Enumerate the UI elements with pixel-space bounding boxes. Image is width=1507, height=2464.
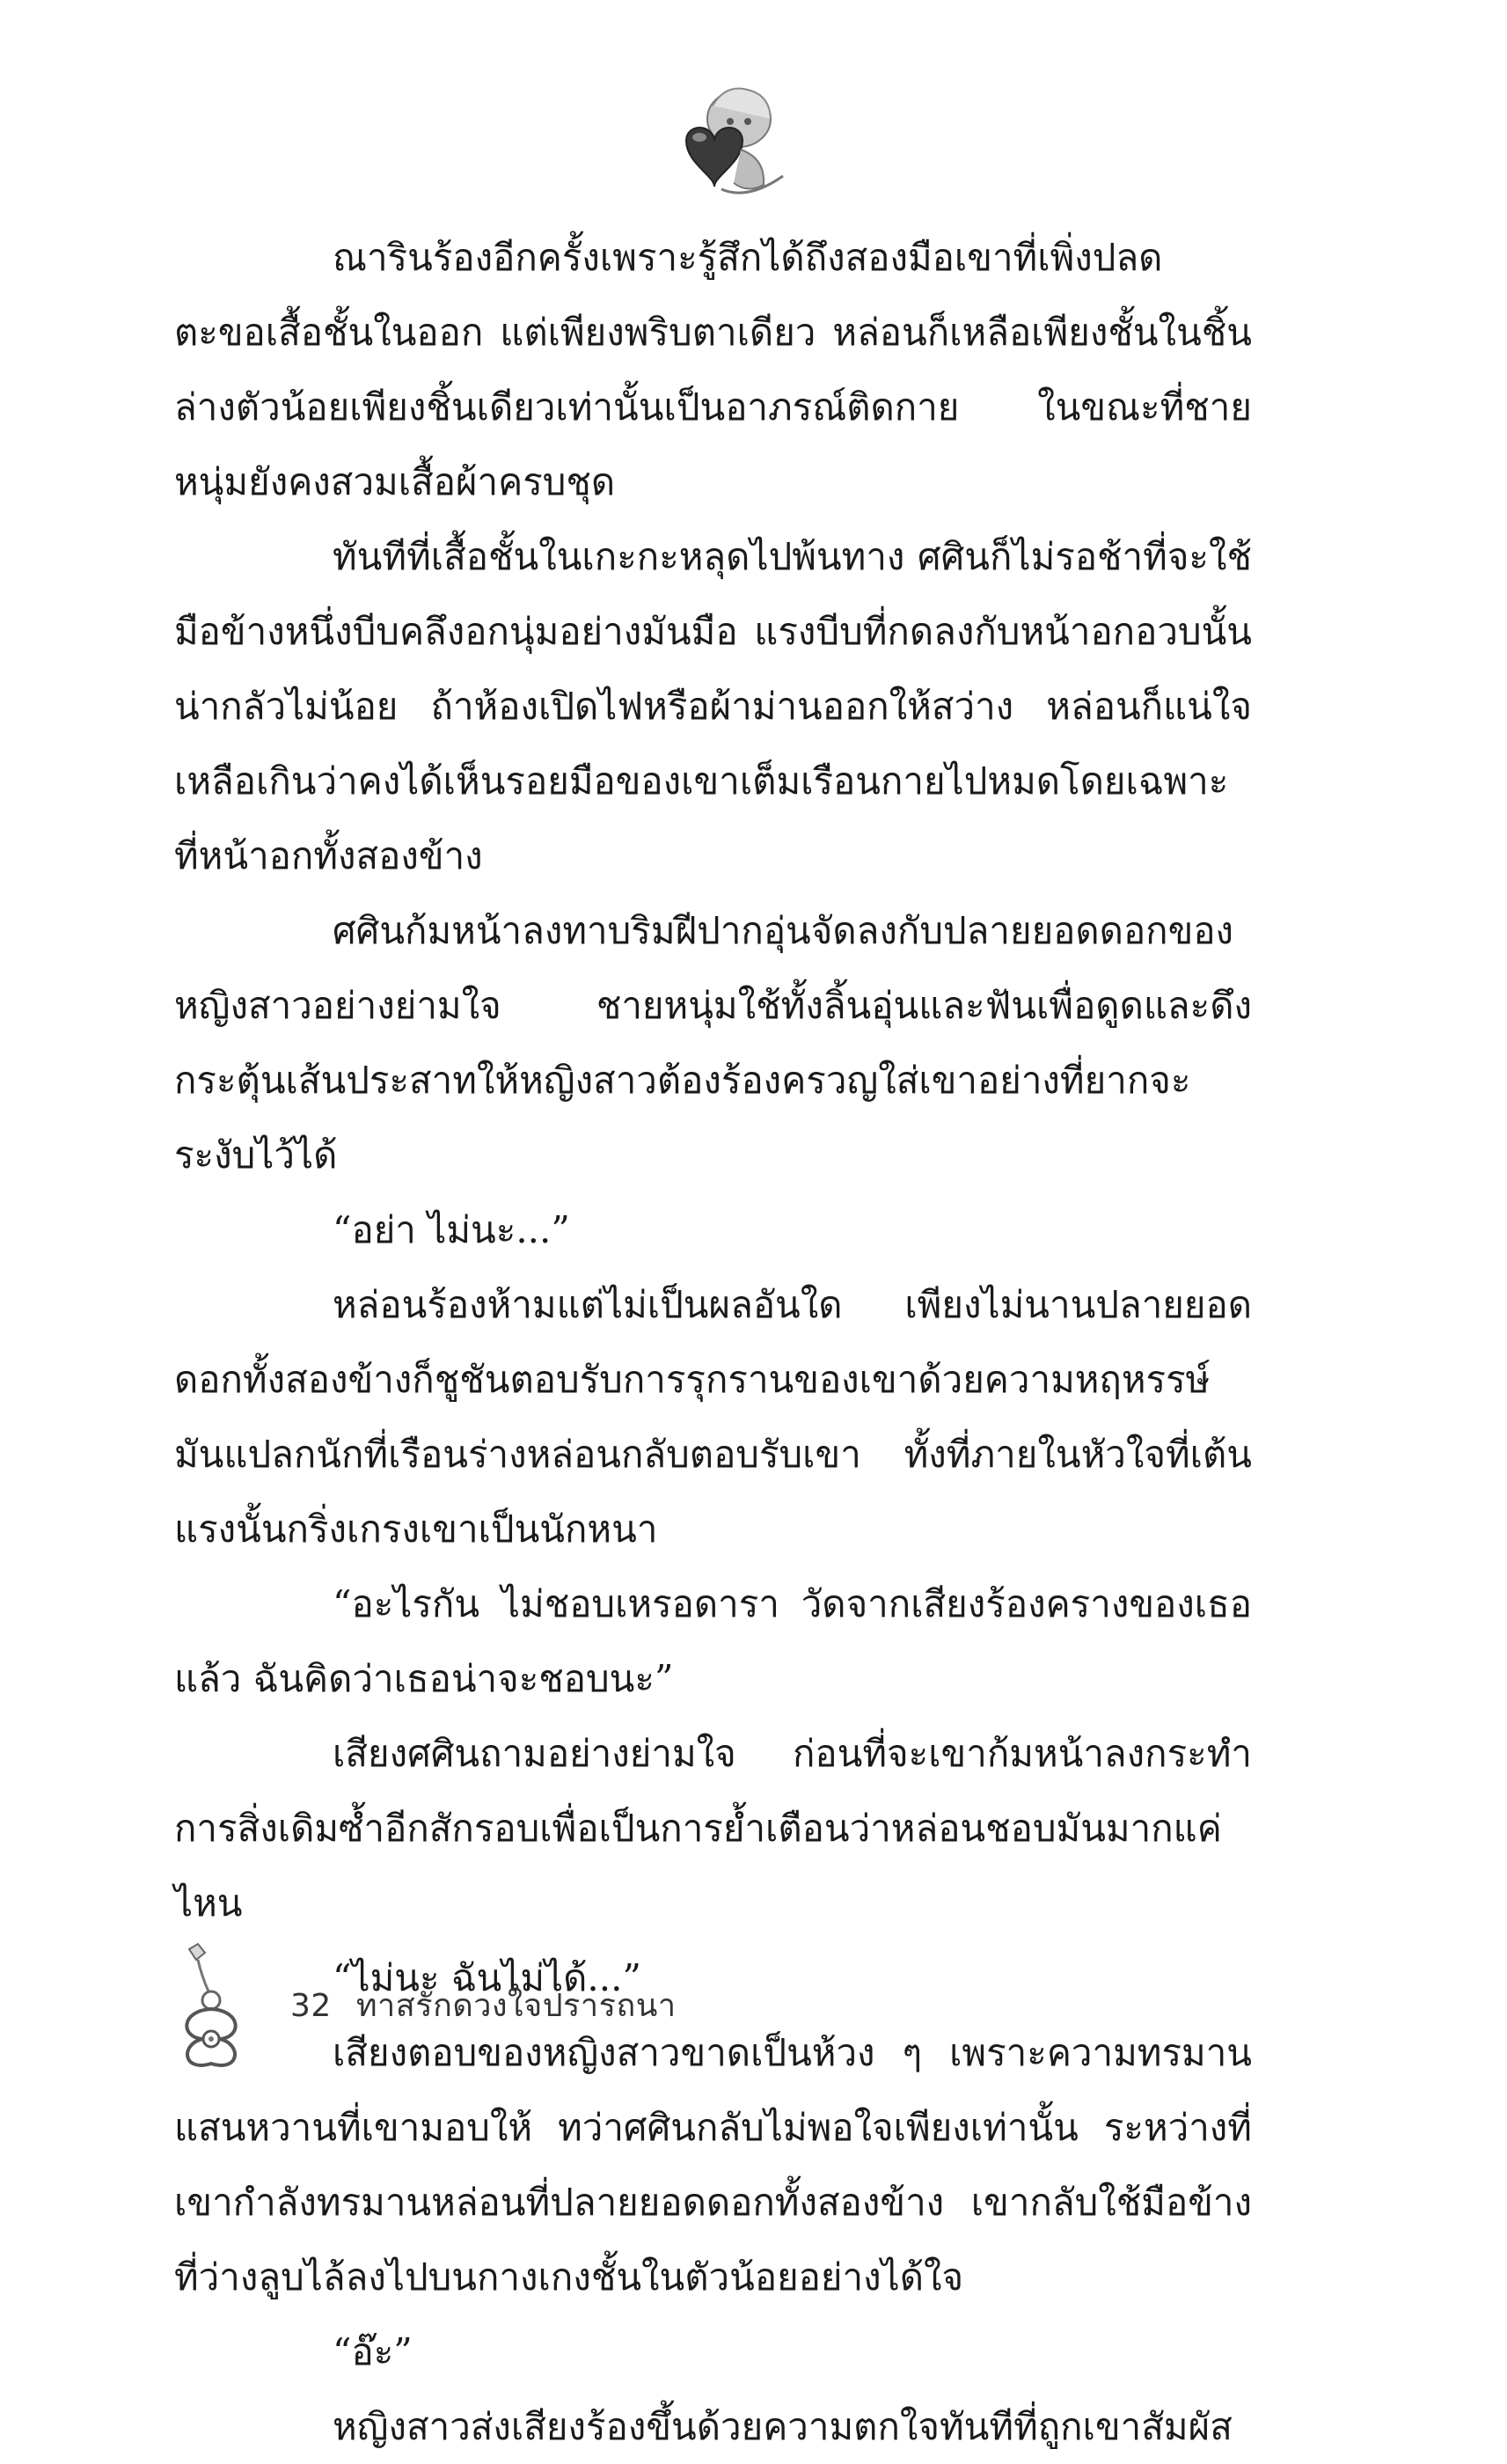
paragraph: ศศินก้มหน้าลงทาบริมฝีปากอุ่นจัดลงกับปลายยอดดอกของหญิงสาวอย่างย่ามใจ ชายหนุ่มใช้ทั้งลิ้นอุ่นและฟันเพื่อดูดและดึงกระตุ้นเส้นประสาทให้หญิงสาวต้องร้องครวญใส่เขาอย่างที่ยากจะระงับไว้ได้ [174,909,1252,1177]
page-number: 32 [290,1988,332,2024]
dialogue-line: “ไม่นะ ฉันไม่ได้...” [333,1956,641,1999]
paragraph: หล่อนร้องห้ามแต่ไม่เป็นผลอันใด เพียงไม่นานปลายยอดดอกทั้งสองข้างก็ชูชันตอบรับการรุกรานของเขาด้วยความหฤหรรษ์ มันแปลกนักที่เรือนร่างหล่อนกลับตอบรับเขา ทั้งที่ภายในหัวใจที่เต้นแรงนั้นกริ่งเกรงเขาเป็นนักหนา [174,1283,1252,1551]
cupid-heart-icon [660,79,792,202]
book-title: ทาสรักดวงใจปรารถนา [355,1988,677,2024]
dialogue-line: “อย่า ไม่นะ...” [333,1208,570,1251]
paragraph: ทันทีที่เสื้อชั้นในเกะกะหลุดไปพ้นทาง ศศินก็ไม่รอช้าที่จะใช้มือข้างหนึ่งบีบคลึงอกนุ่มอย่างมันมือ แรงบีบที่กดลงกับหน้าอกอวบนั้นน่ากลัวไม่น้อย ถ้าห้องเปิดไฟหรือผ้าม่านออกให้สว่าง หล่อนก็แน่ใจเหลือเกินว่าคงได้เห็นรอยมือของเขาเต็มเรือนกายไปหมดโดยเฉพาะที่หน้าอกทั้งสองข้าง [174,535,1252,877]
dialogue-line: “อะไรกัน ไม่ชอบเหรอดารา วัดจากเสียงร้องครางของเธอแล้ว ฉันคิดว่าเธอน่าจะชอบนะ” [174,1582,1252,1700]
jewelry-pendant-icon [163,1940,260,2090]
paragraph: เสียงตอบของหญิงสาวขาดเป็นห้วง ๆ เพราะความทรมานแสนหวานที่เขามอบให้ ทว่าศศินกลับไม่พอใจเพียงเท่านั้น ระหว่างที่เขากำลังทรมานหล่อนที่ปลายยอดดอกทั้งสองข้าง เขากลับใช้มือข้างที่ว่างลูบไล้ลงไปบนกางเกงชั้นในตัวน้อยอย่างได้ใจ [174,2031,1252,2299]
paragraph: หญิงสาวส่งเสียงร้องขึ้นด้วยความตกใจทันทีที่ถูกเขาสัมผัส [333,2405,1233,2448]
body-text [174,220,1252,2464]
paragraph: ณารินร้องอีกครั้งเพราะรู้สึกได้ถึงสองมือเขาที่เพิ่งปลดตะขอเสื้อชั้นในออก แต่เพียงพริบตาเดียว หล่อนก็เหลือเพียงชั้นในชิ้นล่างตัวน้อยเพียงชิ้นเดียวเท่านั้นเป็นอาภรณ์ติดกาย ในขณะที่ชายหนุ่มยังคงสวมเสื้อผ้าครบชุด [174,236,1252,503]
paragraph: เสียงศศินถามอย่างย่ามใจ ก่อนที่จะเขาก้มหน้าลงกระทำการสิ่งเดิมซ้ำอีกสักรอบเพื่อเป็นการย้ำเตือนว่าหล่อนชอบมันมากแค่ไหน [174,1732,1252,1925]
page-footer [290,1980,677,2030]
dialogue-line: “อ๊ะ” [333,2330,413,2373]
